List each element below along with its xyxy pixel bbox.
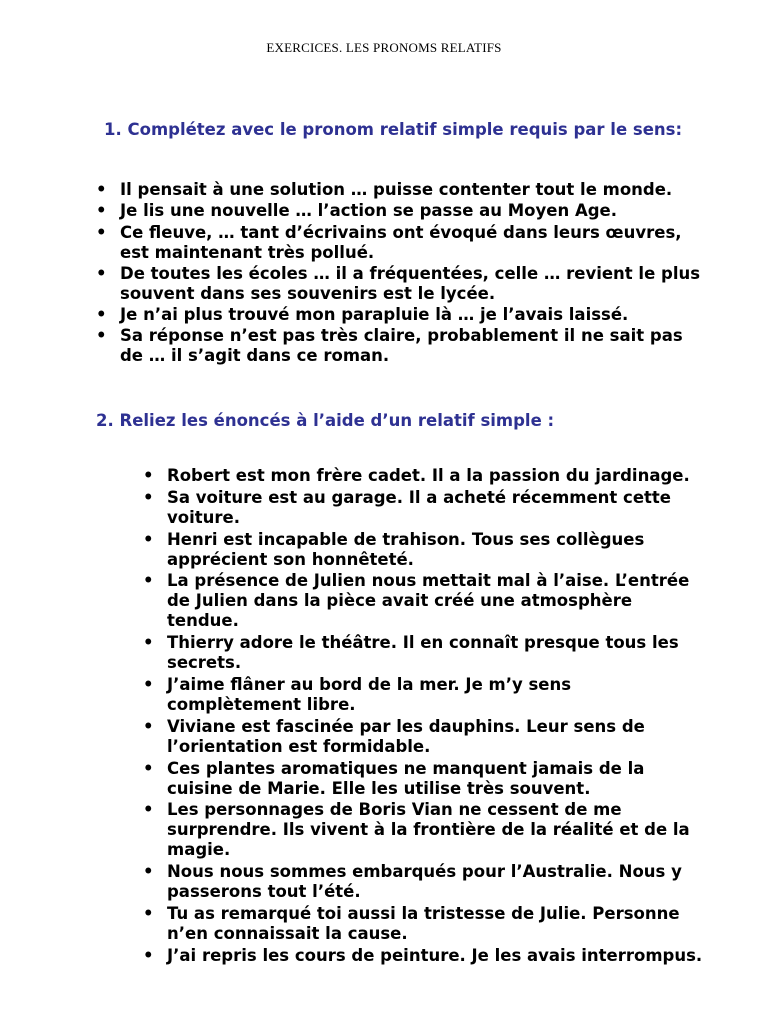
bullet-icon: • [143,903,154,923]
exercise-2-item [143,633,707,673]
exercise-2-item-text: Ces plantes aromatiques ne manquent jamais de la cuisine de Marie. Elle les utilise très souvent. [167,758,645,798]
exercise-2-item [143,466,707,486]
exercise-2-item-text: La présence de Julien nous mettait mal à l’aise. L’entrée de Julien dans la pièce avait créé une atmosphère tendue. [167,571,690,631]
exercise-1-item [96,326,710,366]
exercise-2-item-text: J’aime flâner au bord de la mer. Je m’y sens complètement libre. [167,674,572,714]
bullet-icon: • [96,263,107,283]
exercise-2-item [143,529,707,570]
bullet-icon: • [96,305,107,325]
exercise-2-item [143,716,707,757]
exercise-1-item [96,201,710,221]
exercise-2-item-text: Les personnages de Boris Vian ne cessent de me surprendre. Ils vivent à la frontière de la réalité et de la magie. [167,800,690,860]
bullet-icon: • [96,326,107,346]
exercise-1-item [96,222,710,263]
exercise-1-item [96,263,710,304]
bullet-icon: • [96,222,107,242]
exercise-2-item-text: Henri est incapable de trahison. Tous ses collègues apprécient son honnêteté. [167,529,645,569]
exercise-2-item [143,800,707,860]
exercise-1-item-text: Sa réponse n’est pas très claire, probablement il ne sait pas de … il s’agit dans ce roman. [120,326,683,366]
bullet-icon: • [143,674,154,694]
bullet-icon: • [143,716,154,736]
exercise-2-item [143,862,707,902]
exercise-1-item [96,180,710,200]
exercise-1-item-text: Je lis une nouvelle … l’action se passe au Moyen Age. [120,201,617,221]
exercise-2-item-text: Thierry adore le théâtre. Il en connaît presque tous les secrets. [167,633,679,673]
exercise-1-item-text: Ce fleuve, … tant d’écrivains ont évoqué dans leurs œuvres, est maintenant très pollué. [120,222,682,262]
exercise-1-item-text: De toutes les écoles … il a fréquentées, celle … revient le plus souvent dans ses souvenirs est le lycée. [120,263,701,303]
bullet-icon: • [143,945,154,965]
exercise-2-item-text: J’ai repris les cours de peinture. Je les avais interrompus. [167,945,703,965]
exercise-2-item [143,945,707,966]
exercise-2-heading: 2. Reliez les énoncés à l’aide d’un relatif simple : [96,411,555,430]
bullet-icon: • [96,201,107,221]
exercise-2-item [143,487,707,528]
document-title: EXERCICES. LES PRONOMS RELATIFS [266,40,502,55]
exercise-2-item [143,674,707,715]
exercise-2-item-text: Sa voiture est au garage. Il a acheté récemment cette voiture. [167,487,671,527]
bullet-icon: • [143,571,154,591]
bullet-icon: • [143,633,154,653]
exercise-2-item [143,758,707,799]
exercise-2-item-text: Robert est mon frère cadet. Il a la passion du jardinage. [167,466,690,485]
exercise-2-item [143,903,707,944]
exercise-1-item [96,305,710,325]
bullet-icon: • [143,466,154,485]
exercise-1-item-text: Il pensait à une solution … puisse contenter tout le monde. [120,180,673,199]
exercise-2-item-text: Tu as remarqué toi aussi la tristesse de Julie. Personne n’en connaissait la cause. [167,903,680,943]
exercise-1-list [96,180,710,368]
exercise-2-list [143,466,707,968]
bullet-icon: • [143,862,154,882]
exercise-2-item-text: Viviane est fascinée par les dauphins. Leur sens de l’orientation est formidable. [167,716,645,756]
exercise-1-heading: 1. Complétez avec le pronom relatif simple requis par le sens: [104,120,683,139]
bullet-icon: • [143,529,154,549]
exercise-2-item [143,571,707,631]
bullet-icon: • [143,487,154,507]
bullet-icon: • [96,180,107,199]
exercise-1-item-text: Je n’ai plus trouvé mon parapluie là … je l’avais laissé. [120,305,629,325]
bullet-icon: • [143,800,154,820]
bullet-icon: • [143,758,154,778]
exercise-2-item-text: Nous nous sommes embarqués pour l’Australie. Nous y passerons tout l’été. [167,862,682,902]
